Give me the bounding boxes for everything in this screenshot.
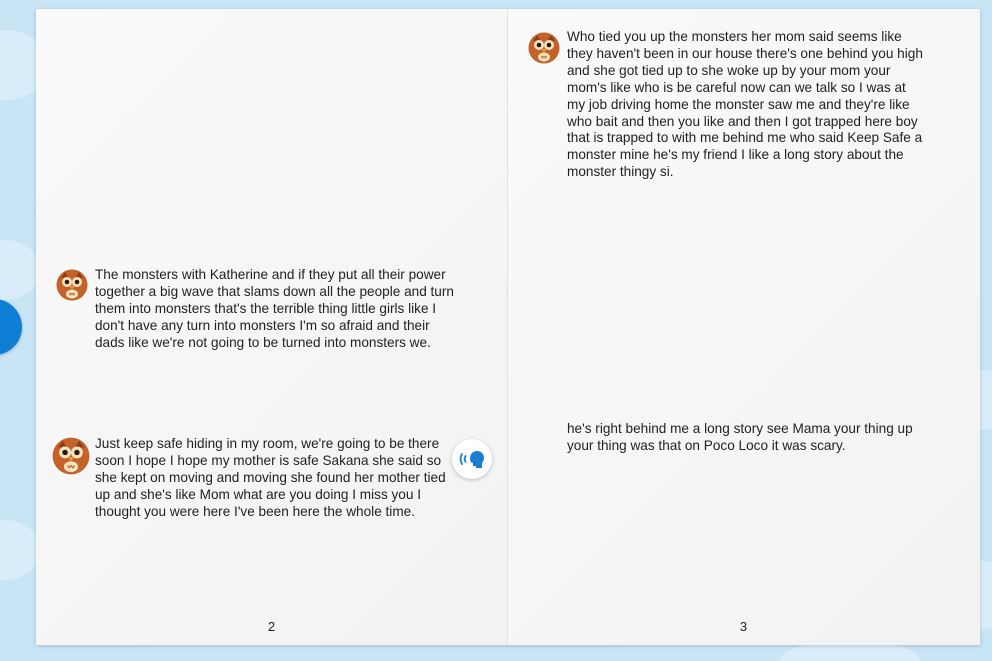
book-page-right xyxy=(508,9,979,645)
book-page-left xyxy=(36,9,508,645)
story-text: The monsters with Katherine and if they put all their power together a big wave that slams down all the people and turn them into monsters that's the terrible thing little girls like I don't have any turn into monsters I'm so afraid and their dads like we're not going to be turned into monsters we. xyxy=(95,267,454,350)
read-aloud-button[interactable] xyxy=(452,439,492,479)
story-text: Just keep safe hiding in my room, we're going to be there soon I hope I hope my mother is safe Sakana she said so she kept on moving and moving she found her mother tied up and she's like Mom what are you doing I miss you I thought you were here I've been here the whole time. xyxy=(95,436,446,519)
story-text: he's right behind me a long story see Mama your thing up your thing was that on Poco Loco it was scary. xyxy=(567,421,913,453)
story-entry xyxy=(54,267,454,352)
story-text: Who tied you up the monsters her mom said seems like they haven't been in our house there's one behind you high and she got tied up to she woke up by your mom your mom's like who is be careful now can we talk so I was at my job driving home the monster saw me and they're like who bait and then you like and then I got trapped here boy that is trapped to with me behind me who said Keep Safe a monster mine he's my friend I like a long story about the monster thingy si. xyxy=(567,29,923,180)
background-cloud xyxy=(0,240,40,300)
owl-avatar-icon xyxy=(52,437,90,475)
previous-page-button[interactable] xyxy=(0,299,22,355)
page-number: 2 xyxy=(267,619,276,634)
owl-avatar-icon xyxy=(56,269,88,301)
page-number: 3 xyxy=(739,619,748,634)
story-entry xyxy=(526,421,926,455)
speaking-head-icon xyxy=(459,449,485,469)
story-entry xyxy=(52,436,452,521)
owl-avatar-icon xyxy=(528,32,560,64)
story-entry xyxy=(526,29,926,181)
background-cloud xyxy=(0,520,40,580)
storybook-spread xyxy=(36,9,980,645)
